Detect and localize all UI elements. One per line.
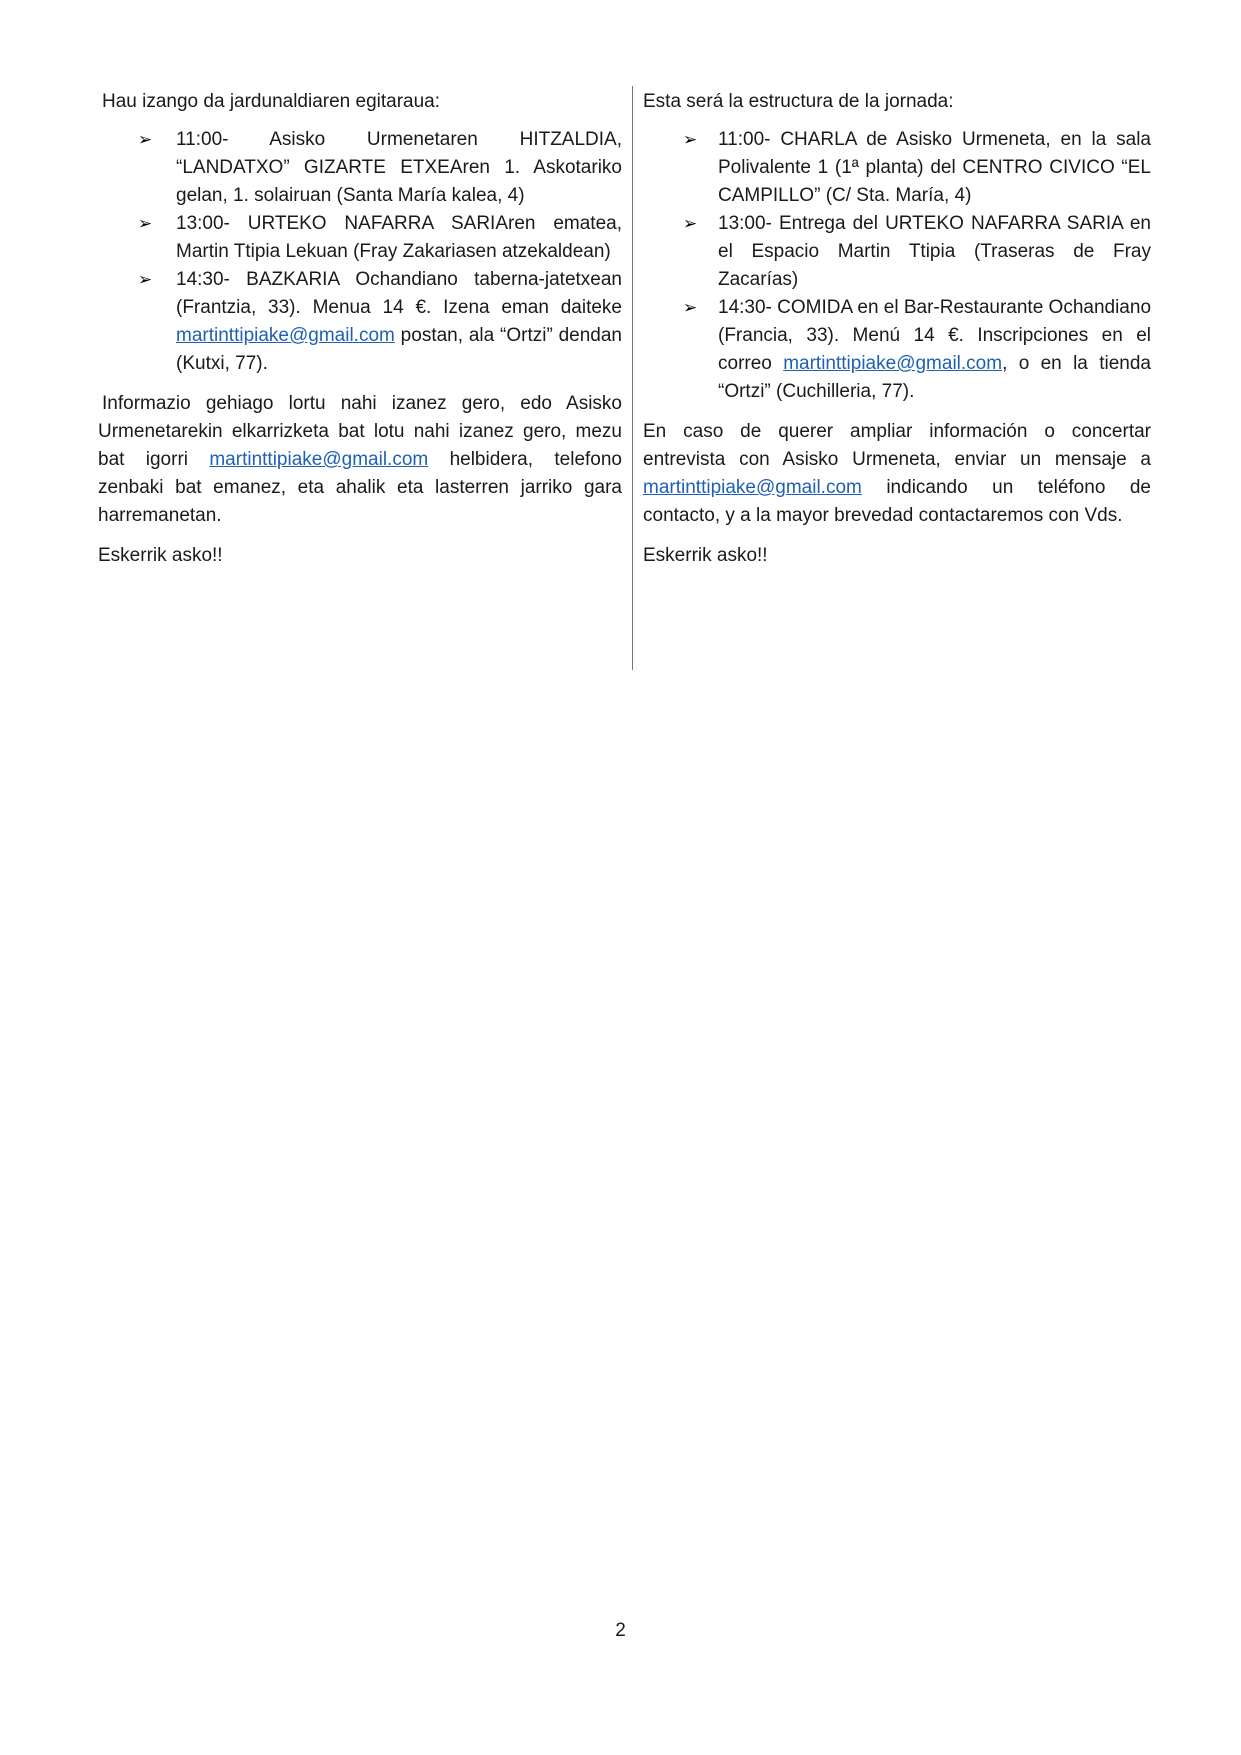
schedule-item [98,210,622,266]
email-link[interactable]: martinttipiake@gmail.com [209,449,429,470]
info-text: indicando un teléfono de contacto, y a la mayor brevedad contactaremos con Vds. [643,477,1151,526]
schedule-item-text: 14:30- BAZKARIA Ochandiano taberna-jatetxean (Frantzia, 33). Menua 14 €. Izena eman daiteke [176,269,622,318]
info-paragraph [643,418,1151,530]
arrow-bullet-icon: ➢ [138,270,153,289]
schedule-item-text: 11:00- CHARLA de Asisko Urmeneta, en la sala Polivalente 1 (1ª planta) del CENTRO CIVICO “EL CAMPILLO” (C/ Sta. María, 4) [718,129,1151,206]
email-link[interactable]: martinttipiake@gmail.com [176,325,395,346]
arrow-bullet-icon: ➢ [138,130,153,149]
spanish-column [643,88,1151,570]
schedule-item-text: 13:00- URTEKO NAFARRA SARIAren ematea, Martin Ttipia Lekuan (Fray Zakariasen atzekaldean) [176,213,622,262]
thanks-text: Eskerrik asko!! [643,545,768,566]
schedule-item-text: 13:00- Entrega del URTEKO NAFARRA SARIA en el Espacio Martin Ttipia (Traseras de Fray Zacarías) [718,213,1151,290]
schedule-intro: Hau izango da jardunaldiaren egitaraua: [102,91,441,112]
schedule-list [643,126,1151,406]
schedule-item-text: , o en la tienda “Ortzi” (Cuchilleria, 77). [718,353,1151,402]
schedule-item-text: postan, ala “Ortzi” dendan (Kutxi, 77). [176,325,622,374]
column-divider [632,86,633,670]
info-text: En caso de querer ampliar información o concertar entrevista con Asisko Urmeneta, enviar un mensaje a [643,421,1151,470]
basque-column [98,88,622,570]
schedule-list [98,126,622,378]
schedule-intro: Esta será la estructura de la jornada: [643,91,954,112]
info-paragraph [98,390,622,530]
info-text: helbidera, telefono zenbaki bat emanez, eta ahalik eta lasterren jarriko gara harremanetan. [98,449,622,526]
email-link[interactable]: martinttipiake@gmail.com [783,353,1003,374]
arrow-bullet-icon: ➢ [683,214,698,233]
thanks-text: Eskerrik asko!! [98,545,223,566]
info-text: Informazio gehiago lortu nahi izanez gero, edo Asisko Urmenetarekin elkarrizketa bat lotu nahi izanez gero, mezu bat igorri [98,393,622,470]
schedule-item [643,126,1151,210]
schedule-item [98,266,622,378]
schedule-item-text: 14:30- COMIDA en el Bar-Restaurante Ochandiano (Francia, 33). Menú 14 €. Inscripciones en el correo [718,297,1152,374]
schedule-item [643,210,1151,294]
schedule-item [98,126,622,210]
arrow-bullet-icon: ➢ [683,298,698,317]
schedule-item-text: 11:00- Asisko Urmenetaren HITZALDIA, “LANDATXO” GIZARTE ETXEAren 1. Askotariko gelan, 1. solairuan (Santa María kalea, 4) [176,129,622,206]
page-number: 2 [615,1620,626,1641]
arrow-bullet-icon: ➢ [138,214,153,233]
email-link[interactable]: martinttipiake@gmail.com [643,477,862,498]
arrow-bullet-icon: ➢ [683,130,698,149]
schedule-item [643,294,1151,406]
